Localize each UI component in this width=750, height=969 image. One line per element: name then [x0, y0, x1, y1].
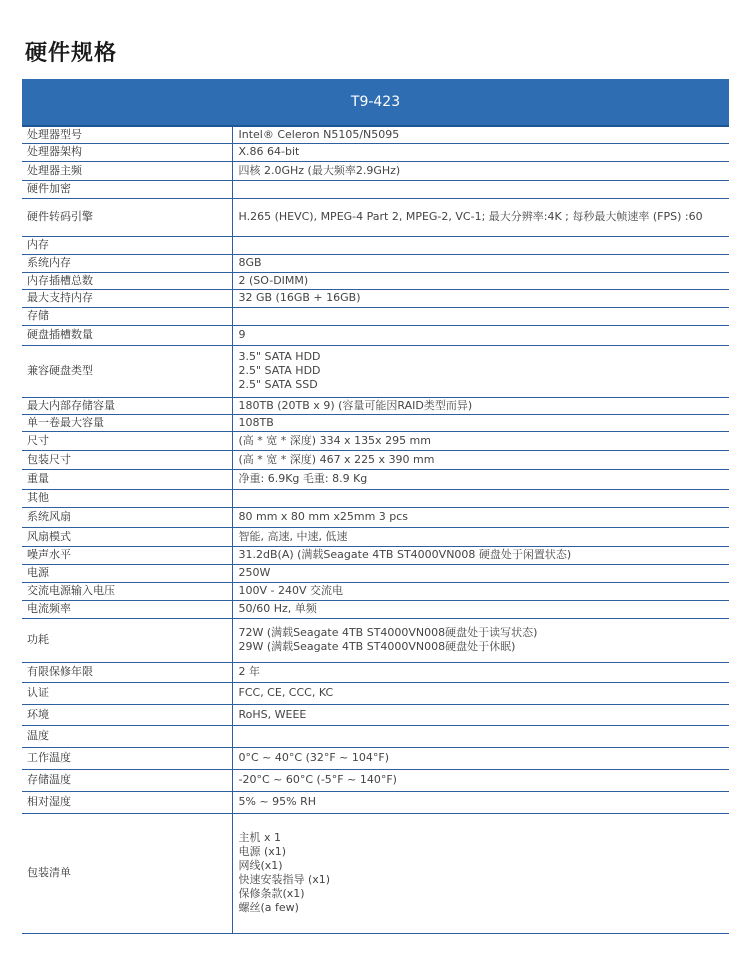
spec-label: 电源	[22, 564, 232, 582]
table-row	[22, 582, 729, 600]
spec-value-line: 净重: 6.9Kg 毛重: 8.9 Kg	[238, 472, 368, 485]
spec-label: 硬件加密	[22, 180, 232, 198]
spec-value	[232, 507, 729, 527]
spec-value	[232, 307, 729, 325]
spec-value	[232, 414, 729, 431]
spec-label: 工作温度	[22, 747, 232, 769]
table-row	[22, 180, 729, 198]
table-row	[22, 272, 729, 289]
spec-value	[232, 289, 729, 307]
spec-value-line: 108TB	[238, 415, 274, 429]
spec-value-line: 29W (满载Seagate 4TB ST4000VN008硬盘处于休眠)	[238, 640, 516, 653]
spec-value	[232, 662, 729, 682]
table-row	[22, 469, 729, 489]
table-row	[22, 236, 729, 254]
table-row	[22, 450, 729, 469]
table-row	[22, 618, 729, 662]
spec-label: 噪声水平	[22, 546, 232, 564]
spec-label: 存储	[22, 307, 232, 325]
spec-table	[22, 79, 729, 934]
table-row	[22, 725, 729, 747]
spec-value	[232, 600, 729, 618]
table-row	[22, 307, 729, 325]
spec-value-line: 2 年	[238, 665, 260, 678]
spec-label: 最大支持内存	[22, 289, 232, 307]
spec-value-line: 2 (SO-DIMM)	[238, 273, 309, 287]
spec-label: 包装清单	[22, 813, 232, 933]
spec-value	[232, 769, 729, 791]
table-row	[22, 489, 729, 507]
table-row	[22, 747, 729, 769]
table-row	[22, 126, 729, 143]
table-row	[22, 143, 729, 161]
spec-value	[232, 198, 729, 236]
spec-value-line: FCC, CE, CCC, KC	[238, 686, 334, 699]
spec-value-line: 250W	[238, 566, 271, 579]
spec-value-line: 0°C ~ 40°C (32°F ~ 104°F)	[238, 751, 390, 764]
table-row	[22, 704, 729, 725]
spec-value-line: 100V - 240V 交流电	[238, 584, 343, 597]
spec-label: 尺寸	[22, 431, 232, 450]
spec-value	[232, 469, 729, 489]
spec-value	[232, 546, 729, 564]
spec-value-line: 网线(x1)	[238, 859, 283, 872]
spec-label: 单一卷最大容量	[22, 414, 232, 431]
spec-label: 处理器架构	[22, 143, 232, 161]
spec-value	[232, 236, 729, 254]
spec-value-line: 8GB	[238, 256, 262, 269]
spec-value	[232, 431, 729, 450]
spec-label: 温度	[22, 725, 232, 747]
spec-value	[232, 345, 729, 397]
spec-label: 存储温度	[22, 769, 232, 791]
spec-value-line: Intel® Celeron N5105/N5095	[238, 127, 400, 141]
spec-value-line: 2.5" SATA HDD	[238, 364, 321, 377]
spec-value	[232, 450, 729, 469]
spec-value-line: 智能, 高速, 中速, 低速	[238, 529, 348, 543]
table-row	[22, 325, 729, 345]
spec-value	[232, 725, 729, 747]
spec-label: 兼容硬盘类型	[22, 345, 232, 397]
table-row	[22, 198, 729, 236]
spec-value	[232, 582, 729, 600]
spec-value	[232, 397, 729, 414]
spec-label: 有限保修年限	[22, 662, 232, 682]
spec-value-line: H.265 (HEVC), MPEG-4 Part 2, MPEG-2, VC-1; 最大分辨率:4K ; 每秒最大帧速率 (FPS) :60	[238, 210, 703, 223]
spec-label: 系统风扇	[22, 507, 232, 527]
spec-body	[22, 126, 729, 933]
spec-value	[232, 791, 729, 813]
table-row	[22, 397, 729, 414]
table-row	[22, 791, 729, 813]
table-row	[22, 600, 729, 618]
spec-value-line: RoHS, WEEE	[238, 707, 307, 721]
spec-label: 交流电源输入电压	[22, 582, 232, 600]
table-row	[22, 527, 729, 546]
spec-label: 功耗	[22, 618, 232, 662]
spec-label: 硬件转码引擎	[22, 198, 232, 236]
spec-label: 相对湿度	[22, 791, 232, 813]
spec-value-line: 3.5" SATA HDD	[238, 350, 321, 363]
table-header-row	[22, 79, 729, 126]
spec-label: 处理器主频	[22, 161, 232, 180]
spec-value-line: 5% ~ 95% RH	[238, 795, 317, 808]
spec-label: 内存	[22, 236, 232, 254]
spec-label: 重量	[22, 469, 232, 489]
spec-value	[232, 682, 729, 704]
spec-label: 风扇模式	[22, 527, 232, 546]
spec-value-line: 31.2dB(A) (满载Seagate 4TB ST4000VN008 硬盘处于闲置状态)	[238, 548, 572, 561]
spec-value	[232, 564, 729, 582]
spec-label: 电流频率	[22, 600, 232, 618]
table-row	[22, 662, 729, 682]
spec-value	[232, 143, 729, 161]
table-row	[22, 431, 729, 450]
spec-value-line: 80 mm x 80 mm x25mm 3 pcs	[238, 510, 409, 523]
table-row	[22, 345, 729, 397]
spec-value-line: 电源 (x1)	[238, 845, 287, 858]
spec-value	[232, 489, 729, 507]
page-title: 硬件规格	[25, 41, 118, 66]
spec-value-line: 32 GB (16GB + 16GB)	[238, 291, 361, 304]
spec-value-line: 保修条款(x1)	[238, 887, 305, 900]
spec-value	[232, 272, 729, 289]
spec-value-line: 50/60 Hz, 单频	[238, 602, 317, 615]
table-row	[22, 682, 729, 704]
spec-label: 最大内部存储容量	[22, 397, 232, 414]
spec-label: 其他	[22, 489, 232, 507]
table-row	[22, 161, 729, 180]
model-header: T9-423	[22, 79, 729, 126]
spec-label: 认证	[22, 682, 232, 704]
spec-label: 包装尺寸	[22, 450, 232, 469]
spec-value-line: X.86 64-bit	[238, 145, 300, 158]
table-row	[22, 546, 729, 564]
spec-value-line: (高 * 宽 * 深度) 467 x 225 x 390 mm	[238, 452, 435, 466]
spec-value	[232, 180, 729, 198]
spec-value	[232, 161, 729, 180]
table-row	[22, 507, 729, 527]
table-row	[22, 414, 729, 431]
spec-label: 系统内存	[22, 254, 232, 272]
spec-value-line: -20°C ~ 60°C (-5°F ~ 140°F)	[238, 773, 397, 786]
table-row	[22, 564, 729, 582]
spec-value-line: 180TB (20TB x 9) (容量可能因RAID类型而异)	[238, 398, 473, 412]
spec-value-line: 主机 x 1	[238, 831, 282, 844]
spec-value-line: 9	[238, 328, 246, 341]
spec-value-line: 螺丝(a few)	[238, 901, 299, 914]
spec-value-line: (高 * 宽 * 深度) 334 x 135x 295 mm	[238, 433, 431, 447]
table-row	[22, 769, 729, 791]
spec-value	[232, 618, 729, 662]
spec-value	[232, 126, 729, 143]
spec-value	[232, 325, 729, 345]
spec-label: 处理器型号	[22, 126, 232, 143]
table-row	[22, 254, 729, 272]
spec-value	[232, 747, 729, 769]
spec-value-line: 72W (满载Seagate 4TB ST4000VN008硬盘处于读写状态)	[238, 626, 538, 639]
table-row	[22, 289, 729, 307]
spec-value	[232, 813, 729, 933]
spec-label: 硬盘插槽数量	[22, 325, 232, 345]
spec-value	[232, 254, 729, 272]
spec-value-line: 2.5" SATA SSD	[238, 378, 318, 391]
spec-value-line: 四核 2.0GHz (最大频率2.9GHz)	[238, 163, 401, 177]
spec-label: 环境	[22, 704, 232, 725]
spec-value	[232, 527, 729, 546]
spec-value-line: 快速安装指导 (x1)	[238, 873, 331, 886]
table-row	[22, 813, 729, 933]
spec-label: 内存插槽总数	[22, 272, 232, 289]
spec-value	[232, 704, 729, 725]
